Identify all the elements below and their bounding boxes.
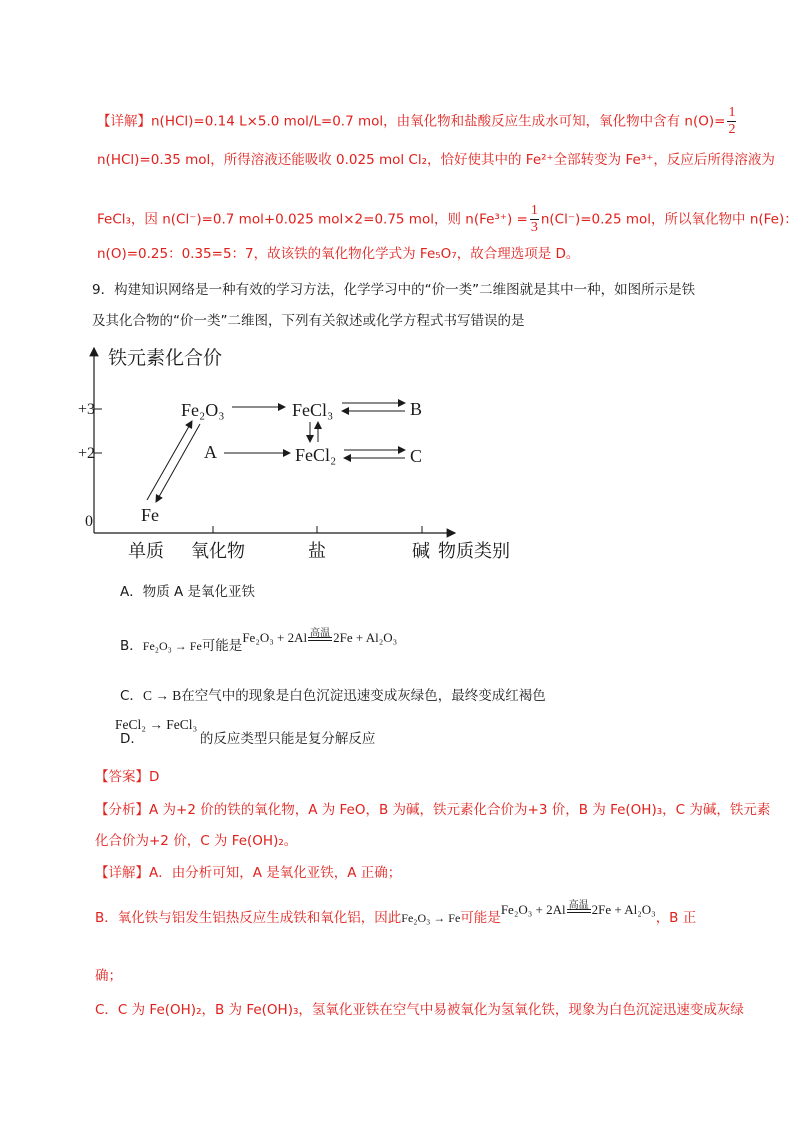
- detail1-text: n(HCl)=0.14 L×5.0 mol/L=0.7 mol，由氧化物和盐酸反应生成水可知，氧化物中含有 n(O)=: [151, 113, 726, 130]
- detail2-line1: 【详解】A．由分析可知，A 是氧化亚铁，A 正确；: [95, 865, 402, 881]
- option-b: B．Fe₂O₃ → Fe可能是Fe₂O₃ + 2Al 高温 2Fe + Al₂O₃: [120, 628, 398, 654]
- node-a: A: [204, 442, 217, 462]
- detail-tag: 【详解】: [97, 113, 151, 130]
- node-fecl3: FeCl₃: [292, 400, 334, 420]
- fraction-half: $\frac{1}{2}$: [728, 105, 736, 137]
- node-b: B: [410, 399, 423, 419]
- equation-thermite: Fe₂O₃ + 2Al 高温 2Fe + Al₂O₃: [242, 628, 398, 645]
- node-fecl2: FeCl₂: [295, 445, 337, 465]
- option-d-formula: FeCl₂ → FeCl₃: [115, 717, 198, 732]
- node-fe: Fe: [141, 505, 159, 525]
- option-c: C．C → B在空气中的现象是白色沉淀迅速变成灰绿色，最终变成红褐色: [120, 688, 546, 704]
- arrow-fe-fe2o3: [147, 421, 192, 500]
- analysis-line1: 【分析】A 为+2 价的铁的氧化物，A 为 FeO，B 为碱，铁元素化合价为+3 价，B 为 Fe(OH)₃，C 为碱，铁元素: [95, 802, 771, 818]
- equation-thermite: Fe₂O₃ + 2Al 高温 2Fe + Al₂O₃: [500, 900, 656, 917]
- option-a: A．物质 A 是氧化亚铁: [120, 584, 256, 600]
- detail1-line2: n(HCl)=0.35 mol，所得溶液还能吸收 0.025 mol Cl₂，恰好使其中的 Fe²⁺全部转变为 Fe³⁺，反应后所得溶液为: [97, 152, 775, 168]
- y-tick-label: +2: [78, 445, 96, 462]
- detail1-line4: n(O)=0.25：0.35=5：7，故该铁的氧化物化学式为 Fe₅O₇，故合理选项是 D。: [97, 246, 580, 262]
- fraction-third: $\frac{1}{3}$: [530, 203, 538, 235]
- valence-class-diagram: [80, 338, 540, 568]
- x-category-label: 单质: [128, 541, 164, 562]
- question9-line2: 及其化合物的“价一类”二维图，下列有关叙述或化学方程式书写错误的是: [92, 313, 525, 329]
- detail1-line3: FeCl₃，因 n(Cl⁻)=0.7 mol+0.025 mol×2=0.75 mol，则 n(Fe³⁺) = $\frac{1}{3}$ n(Cl⁻)=0.25 mol，所以氧化物中 n(Fe)：: [97, 203, 798, 235]
- x-category-label: 盐: [308, 541, 326, 562]
- y-tick-label: 0: [85, 513, 93, 530]
- arrow-fe2o3-fe: [156, 424, 200, 502]
- x-category-label: 氧化物: [191, 541, 245, 562]
- detail1-line1: [97, 105, 760, 138]
- option-d: D． 的反应类型只能是复分解反应: [120, 731, 376, 747]
- analysis-line2: 化合价为+2 价，C 为 Fe(OH)₂。: [95, 833, 298, 849]
- y-tick-label: +3: [78, 401, 96, 418]
- answer-value: D: [149, 769, 160, 785]
- y-axis-title: 铁元素化合价: [108, 347, 223, 369]
- node-fe2o3: Fe₂O₃: [181, 400, 225, 420]
- detail2-line3: 确；: [95, 968, 122, 984]
- detail2-line2: B．氧化铁与铝发生铝热反应生成铁和氧化铝，因此Fe₂O₃ → Fe可能是Fe₂O₃ + 2Al 高温 2Fe + Al₂O₃，B 正: [95, 900, 697, 926]
- question9-line1: 9．构建知识网络是一种有效的学习方法，化学学习中的“价一类”二维图就是其中一种，如图所示是铁: [92, 282, 696, 298]
- detail2-line4: C．C 为 Fe(OH)₂，B 为 Fe(OH)₃，氢氧化亚铁在空气中易被氧化为氢氧化铁，现象为白色沉淀迅速变成灰绿: [95, 1002, 744, 1018]
- x-category-label: 碱: [412, 541, 430, 562]
- answer-line: 【答案】D: [95, 769, 160, 785]
- x-axis-title: 物质类别: [438, 541, 510, 562]
- node-c: C: [410, 446, 423, 466]
